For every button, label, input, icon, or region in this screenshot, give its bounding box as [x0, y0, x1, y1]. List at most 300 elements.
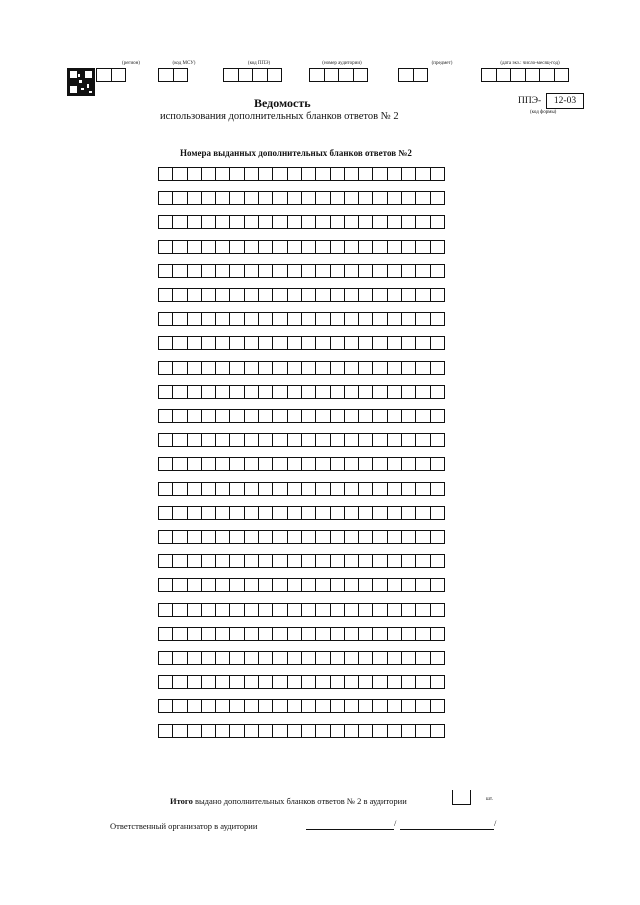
- blank-number-cell[interactable]: [301, 651, 316, 665]
- blank-number-cell[interactable]: [258, 578, 273, 592]
- blank-number-cell[interactable]: [330, 506, 345, 520]
- blank-number-cell[interactable]: [344, 651, 359, 665]
- blank-number-cell[interactable]: [272, 603, 287, 617]
- blank-number-cell[interactable]: [387, 578, 402, 592]
- blank-number-cell[interactable]: [172, 167, 187, 181]
- blank-number-cell[interactable]: [187, 530, 202, 544]
- blank-number-cell[interactable]: [258, 627, 273, 641]
- blank-number-cell[interactable]: [372, 215, 387, 229]
- blank-number-cell[interactable]: [387, 651, 402, 665]
- blank-number-cell[interactable]: [430, 554, 445, 568]
- blank-number-cell[interactable]: [229, 361, 244, 375]
- blank-number-cell[interactable]: [215, 167, 230, 181]
- blank-number-cell[interactable]: [244, 191, 259, 205]
- blank-number-cell[interactable]: [387, 385, 402, 399]
- blank-number-cell[interactable]: [201, 240, 216, 254]
- blank-number-cell[interactable]: [215, 699, 230, 713]
- blank-number-cell[interactable]: [372, 264, 387, 278]
- blank-number-cell[interactable]: [430, 240, 445, 254]
- blank-number-cell[interactable]: [158, 264, 173, 278]
- blank-number-cell[interactable]: [258, 506, 273, 520]
- blank-number-cell[interactable]: [244, 506, 259, 520]
- blank-number-cell[interactable]: [244, 530, 259, 544]
- blank-number-cell[interactable]: [430, 699, 445, 713]
- blank-number-cell[interactable]: [372, 409, 387, 423]
- blank-number-cell[interactable]: [430, 457, 445, 471]
- blank-number-cell[interactable]: [229, 675, 244, 689]
- blank-number-cell[interactable]: [258, 240, 273, 254]
- blank-number-cell[interactable]: [372, 675, 387, 689]
- blank-number-cell[interactable]: [158, 288, 173, 302]
- blank-number-cell[interactable]: [430, 385, 445, 399]
- blank-number-cell[interactable]: [315, 215, 330, 229]
- blank-number-cell[interactable]: [201, 409, 216, 423]
- blank-number-cell[interactable]: [315, 651, 330, 665]
- blank-number-cell[interactable]: [187, 264, 202, 278]
- blank-number-cell[interactable]: [229, 409, 244, 423]
- blank-number-cell[interactable]: [344, 433, 359, 447]
- blank-number-cell[interactable]: [430, 288, 445, 302]
- blank-number-cell[interactable]: [272, 361, 287, 375]
- blank-number-cell[interactable]: [229, 603, 244, 617]
- blank-number-cell[interactable]: [158, 578, 173, 592]
- blank-number-cell[interactable]: [401, 482, 416, 496]
- blank-number-cell[interactable]: [287, 506, 302, 520]
- blank-number-cell[interactable]: [244, 482, 259, 496]
- blank-number-cell[interactable]: [372, 699, 387, 713]
- blank-number-cell[interactable]: [244, 312, 259, 326]
- header-field-box[interactable]: [353, 68, 369, 82]
- blank-number-cell[interactable]: [415, 409, 430, 423]
- blank-number-cell[interactable]: [372, 191, 387, 205]
- blank-number-cell[interactable]: [244, 651, 259, 665]
- blank-number-cell[interactable]: [158, 361, 173, 375]
- blank-number-cell[interactable]: [244, 264, 259, 278]
- blank-number-cell[interactable]: [401, 264, 416, 278]
- blank-number-cell[interactable]: [215, 554, 230, 568]
- blank-number-cell[interactable]: [229, 240, 244, 254]
- blank-number-cell[interactable]: [415, 675, 430, 689]
- blank-number-cell[interactable]: [272, 724, 287, 738]
- blank-number-cell[interactable]: [372, 530, 387, 544]
- blank-number-cell[interactable]: [401, 336, 416, 350]
- blank-number-cell[interactable]: [158, 457, 173, 471]
- blank-number-cell[interactable]: [344, 385, 359, 399]
- blank-number-cell[interactable]: [415, 288, 430, 302]
- blank-number-cell[interactable]: [187, 651, 202, 665]
- blank-number-cell[interactable]: [158, 530, 173, 544]
- blank-number-cell[interactable]: [244, 627, 259, 641]
- blank-number-cell[interactable]: [330, 457, 345, 471]
- header-field-box[interactable]: [223, 68, 239, 82]
- blank-number-cell[interactable]: [430, 627, 445, 641]
- blank-number-cell[interactable]: [172, 385, 187, 399]
- blank-number-cell[interactable]: [201, 312, 216, 326]
- blank-number-cell[interactable]: [358, 264, 373, 278]
- header-field-box[interactable]: [398, 68, 414, 82]
- blank-number-cell[interactable]: [330, 167, 345, 181]
- blank-number-cell[interactable]: [158, 506, 173, 520]
- organizer-name-line[interactable]: [400, 829, 494, 830]
- blank-number-cell[interactable]: [201, 336, 216, 350]
- blank-number-cell[interactable]: [344, 361, 359, 375]
- blank-number-cell[interactable]: [430, 361, 445, 375]
- blank-number-cell[interactable]: [172, 361, 187, 375]
- blank-number-cell[interactable]: [201, 724, 216, 738]
- blank-number-cell[interactable]: [187, 482, 202, 496]
- blank-number-cell[interactable]: [215, 336, 230, 350]
- blank-number-cell[interactable]: [187, 336, 202, 350]
- blank-number-cell[interactable]: [201, 385, 216, 399]
- blank-number-cell[interactable]: [387, 724, 402, 738]
- blank-number-cell[interactable]: [415, 457, 430, 471]
- blank-number-cell[interactable]: [201, 554, 216, 568]
- header-field-box[interactable]: [309, 68, 325, 82]
- blank-number-cell[interactable]: [330, 215, 345, 229]
- blank-number-cell[interactable]: [229, 312, 244, 326]
- blank-number-cell[interactable]: [201, 264, 216, 278]
- blank-number-cell[interactable]: [172, 603, 187, 617]
- blank-number-cell[interactable]: [430, 724, 445, 738]
- blank-number-cell[interactable]: [358, 361, 373, 375]
- blank-number-cell[interactable]: [344, 215, 359, 229]
- blank-number-cell[interactable]: [372, 627, 387, 641]
- blank-number-cell[interactable]: [344, 240, 359, 254]
- blank-number-cell[interactable]: [172, 651, 187, 665]
- header-field-box[interactable]: [510, 68, 526, 82]
- blank-number-cell[interactable]: [415, 240, 430, 254]
- blank-number-cell[interactable]: [315, 240, 330, 254]
- header-field-box[interactable]: [338, 68, 354, 82]
- blank-number-cell[interactable]: [415, 433, 430, 447]
- blank-number-cell[interactable]: [387, 191, 402, 205]
- blank-number-cell[interactable]: [229, 433, 244, 447]
- blank-number-cell[interactable]: [301, 457, 316, 471]
- blank-number-cell[interactable]: [401, 215, 416, 229]
- header-field-box[interactable]: [252, 68, 268, 82]
- blank-number-cell[interactable]: [158, 603, 173, 617]
- blank-number-cell[interactable]: [172, 312, 187, 326]
- blank-number-cell[interactable]: [172, 215, 187, 229]
- blank-number-cell[interactable]: [372, 457, 387, 471]
- blank-number-cell[interactable]: [258, 651, 273, 665]
- blank-number-cell[interactable]: [244, 336, 259, 350]
- blank-number-cell[interactable]: [415, 699, 430, 713]
- blank-number-cell[interactable]: [315, 167, 330, 181]
- blank-number-cell[interactable]: [358, 312, 373, 326]
- blank-number-cell[interactable]: [415, 215, 430, 229]
- blank-number-cell[interactable]: [215, 191, 230, 205]
- blank-number-cell[interactable]: [187, 699, 202, 713]
- blank-number-cell[interactable]: [330, 578, 345, 592]
- header-field-box[interactable]: [324, 68, 340, 82]
- blank-number-cell[interactable]: [272, 675, 287, 689]
- blank-number-cell[interactable]: [287, 385, 302, 399]
- blank-number-cell[interactable]: [344, 675, 359, 689]
- blank-number-cell[interactable]: [330, 288, 345, 302]
- blank-number-cell[interactable]: [301, 409, 316, 423]
- blank-number-cell[interactable]: [258, 457, 273, 471]
- blank-number-cell[interactable]: [258, 554, 273, 568]
- blank-number-cell[interactable]: [430, 409, 445, 423]
- header-field-box[interactable]: [173, 68, 189, 82]
- blank-number-cell[interactable]: [315, 457, 330, 471]
- blank-number-cell[interactable]: [330, 554, 345, 568]
- blank-number-cell[interactable]: [158, 385, 173, 399]
- blank-number-cell[interactable]: [229, 336, 244, 350]
- blank-number-cell[interactable]: [401, 506, 416, 520]
- blank-number-cell[interactable]: [287, 578, 302, 592]
- blank-number-cell[interactable]: [158, 554, 173, 568]
- blank-number-cell[interactable]: [287, 191, 302, 205]
- blank-number-cell[interactable]: [415, 312, 430, 326]
- blank-number-cell[interactable]: [344, 457, 359, 471]
- blank-number-cell[interactable]: [315, 724, 330, 738]
- blank-number-cell[interactable]: [229, 167, 244, 181]
- blank-number-cell[interactable]: [358, 457, 373, 471]
- blank-number-cell[interactable]: [172, 288, 187, 302]
- blank-number-cell[interactable]: [172, 578, 187, 592]
- blank-number-cell[interactable]: [215, 385, 230, 399]
- blank-number-cell[interactable]: [387, 554, 402, 568]
- blank-number-cell[interactable]: [229, 385, 244, 399]
- blank-number-cell[interactable]: [415, 361, 430, 375]
- blank-number-cell[interactable]: [301, 530, 316, 544]
- blank-number-cell[interactable]: [358, 724, 373, 738]
- blank-number-cell[interactable]: [272, 240, 287, 254]
- header-field-box[interactable]: [158, 68, 174, 82]
- blank-number-cell[interactable]: [330, 651, 345, 665]
- blank-number-cell[interactable]: [430, 530, 445, 544]
- blank-number-cell[interactable]: [172, 530, 187, 544]
- blank-number-cell[interactable]: [244, 603, 259, 617]
- blank-number-cell[interactable]: [229, 215, 244, 229]
- blank-number-cell[interactable]: [272, 627, 287, 641]
- header-field-box[interactable]: [496, 68, 512, 82]
- blank-number-cell[interactable]: [358, 336, 373, 350]
- blank-number-cell[interactable]: [158, 724, 173, 738]
- blank-number-cell[interactable]: [415, 264, 430, 278]
- blank-number-cell[interactable]: [415, 578, 430, 592]
- blank-number-cell[interactable]: [158, 215, 173, 229]
- blank-number-cell[interactable]: [387, 603, 402, 617]
- blank-number-cell[interactable]: [330, 264, 345, 278]
- blank-number-cell[interactable]: [172, 724, 187, 738]
- blank-number-cell[interactable]: [344, 724, 359, 738]
- blank-number-cell[interactable]: [401, 699, 416, 713]
- blank-number-cell[interactable]: [272, 288, 287, 302]
- blank-number-cell[interactable]: [315, 482, 330, 496]
- blank-number-cell[interactable]: [187, 167, 202, 181]
- blank-number-cell[interactable]: [401, 457, 416, 471]
- blank-number-cell[interactable]: [315, 433, 330, 447]
- blank-number-cell[interactable]: [301, 578, 316, 592]
- blank-number-cell[interactable]: [187, 409, 202, 423]
- blank-number-cell[interactable]: [287, 336, 302, 350]
- blank-number-cell[interactable]: [401, 385, 416, 399]
- header-field-box[interactable]: [525, 68, 541, 82]
- blank-number-cell[interactable]: [415, 651, 430, 665]
- blank-number-cell[interactable]: [401, 409, 416, 423]
- blank-number-cell[interactable]: [358, 240, 373, 254]
- blank-number-cell[interactable]: [287, 724, 302, 738]
- blank-number-cell[interactable]: [301, 167, 316, 181]
- blank-number-cell[interactable]: [315, 409, 330, 423]
- blank-number-cell[interactable]: [372, 554, 387, 568]
- blank-number-cell[interactable]: [187, 457, 202, 471]
- blank-number-cell[interactable]: [187, 627, 202, 641]
- blank-number-cell[interactable]: [287, 215, 302, 229]
- blank-number-cell[interactable]: [330, 385, 345, 399]
- total-count-box[interactable]: [452, 790, 471, 805]
- blank-number-cell[interactable]: [215, 288, 230, 302]
- blank-number-cell[interactable]: [330, 699, 345, 713]
- blank-number-cell[interactable]: [372, 578, 387, 592]
- blank-number-cell[interactable]: [287, 699, 302, 713]
- blank-number-cell[interactable]: [215, 482, 230, 496]
- blank-number-cell[interactable]: [387, 506, 402, 520]
- blank-number-cell[interactable]: [315, 603, 330, 617]
- blank-number-cell[interactable]: [372, 336, 387, 350]
- blank-number-cell[interactable]: [358, 675, 373, 689]
- blank-number-cell[interactable]: [344, 554, 359, 568]
- blank-number-cell[interactable]: [272, 385, 287, 399]
- blank-number-cell[interactable]: [258, 385, 273, 399]
- blank-number-cell[interactable]: [430, 336, 445, 350]
- blank-number-cell[interactable]: [315, 336, 330, 350]
- blank-number-cell[interactable]: [201, 506, 216, 520]
- blank-number-cell[interactable]: [330, 191, 345, 205]
- blank-number-cell[interactable]: [201, 482, 216, 496]
- blank-number-cell[interactable]: [172, 699, 187, 713]
- blank-number-cell[interactable]: [372, 361, 387, 375]
- header-field-box[interactable]: [111, 68, 127, 82]
- blank-number-cell[interactable]: [287, 288, 302, 302]
- blank-number-cell[interactable]: [215, 240, 230, 254]
- blank-number-cell[interactable]: [401, 651, 416, 665]
- blank-number-cell[interactable]: [358, 699, 373, 713]
- blank-number-cell[interactable]: [301, 603, 316, 617]
- blank-number-cell[interactable]: [244, 699, 259, 713]
- blank-number-cell[interactable]: [315, 385, 330, 399]
- blank-number-cell[interactable]: [401, 675, 416, 689]
- blank-number-cell[interactable]: [272, 482, 287, 496]
- blank-number-cell[interactable]: [244, 409, 259, 423]
- blank-number-cell[interactable]: [330, 336, 345, 350]
- blank-number-cell[interactable]: [358, 409, 373, 423]
- blank-number-cell[interactable]: [287, 627, 302, 641]
- blank-number-cell[interactable]: [315, 312, 330, 326]
- blank-number-cell[interactable]: [244, 457, 259, 471]
- blank-number-cell[interactable]: [187, 312, 202, 326]
- blank-number-cell[interactable]: [430, 506, 445, 520]
- blank-number-cell[interactable]: [301, 554, 316, 568]
- blank-number-cell[interactable]: [387, 699, 402, 713]
- blank-number-cell[interactable]: [430, 482, 445, 496]
- blank-number-cell[interactable]: [229, 627, 244, 641]
- blank-number-cell[interactable]: [287, 675, 302, 689]
- blank-number-cell[interactable]: [272, 699, 287, 713]
- blank-number-cell[interactable]: [301, 288, 316, 302]
- blank-number-cell[interactable]: [187, 191, 202, 205]
- blank-number-cell[interactable]: [172, 240, 187, 254]
- blank-number-cell[interactable]: [272, 457, 287, 471]
- blank-number-cell[interactable]: [187, 724, 202, 738]
- blank-number-cell[interactable]: [287, 264, 302, 278]
- blank-number-cell[interactable]: [158, 312, 173, 326]
- blank-number-cell[interactable]: [287, 167, 302, 181]
- blank-number-cell[interactable]: [344, 336, 359, 350]
- blank-number-cell[interactable]: [244, 288, 259, 302]
- blank-number-cell[interactable]: [158, 627, 173, 641]
- blank-number-cell[interactable]: [201, 603, 216, 617]
- blank-number-cell[interactable]: [287, 433, 302, 447]
- blank-number-cell[interactable]: [415, 385, 430, 399]
- blank-number-cell[interactable]: [287, 457, 302, 471]
- blank-number-cell[interactable]: [215, 724, 230, 738]
- blank-number-cell[interactable]: [201, 627, 216, 641]
- blank-number-cell[interactable]: [158, 167, 173, 181]
- blank-number-cell[interactable]: [301, 191, 316, 205]
- blank-number-cell[interactable]: [430, 651, 445, 665]
- blank-number-cell[interactable]: [401, 312, 416, 326]
- blank-number-cell[interactable]: [201, 651, 216, 665]
- blank-number-cell[interactable]: [258, 288, 273, 302]
- blank-number-cell[interactable]: [229, 288, 244, 302]
- blank-number-cell[interactable]: [229, 191, 244, 205]
- blank-number-cell[interactable]: [287, 409, 302, 423]
- blank-number-cell[interactable]: [344, 264, 359, 278]
- blank-number-cell[interactable]: [401, 167, 416, 181]
- blank-number-cell[interactable]: [415, 554, 430, 568]
- blank-number-cell[interactable]: [172, 409, 187, 423]
- blank-number-cell[interactable]: [372, 433, 387, 447]
- blank-number-cell[interactable]: [287, 554, 302, 568]
- blank-number-cell[interactable]: [330, 240, 345, 254]
- blank-number-cell[interactable]: [372, 651, 387, 665]
- blank-number-cell[interactable]: [287, 361, 302, 375]
- blank-number-cell[interactable]: [415, 191, 430, 205]
- blank-number-cell[interactable]: [372, 167, 387, 181]
- blank-number-cell[interactable]: [344, 191, 359, 205]
- blank-number-cell[interactable]: [415, 167, 430, 181]
- blank-number-cell[interactable]: [430, 191, 445, 205]
- blank-number-cell[interactable]: [201, 215, 216, 229]
- blank-number-cell[interactable]: [401, 530, 416, 544]
- blank-number-cell[interactable]: [287, 240, 302, 254]
- blank-number-cell[interactable]: [315, 699, 330, 713]
- blank-number-cell[interactable]: [215, 457, 230, 471]
- blank-number-cell[interactable]: [229, 699, 244, 713]
- blank-number-cell[interactable]: [330, 409, 345, 423]
- blank-number-cell[interactable]: [301, 312, 316, 326]
- organizer-signature-line[interactable]: [306, 829, 394, 830]
- blank-number-cell[interactable]: [387, 409, 402, 423]
- blank-number-cell[interactable]: [330, 675, 345, 689]
- blank-number-cell[interactable]: [287, 482, 302, 496]
- blank-number-cell[interactable]: [215, 264, 230, 278]
- blank-number-cell[interactable]: [201, 699, 216, 713]
- blank-number-cell[interactable]: [201, 675, 216, 689]
- blank-number-cell[interactable]: [272, 554, 287, 568]
- blank-number-cell[interactable]: [187, 578, 202, 592]
- blank-number-cell[interactable]: [172, 554, 187, 568]
- blank-number-cell[interactable]: [229, 554, 244, 568]
- blank-number-cell[interactable]: [301, 264, 316, 278]
- blank-number-cell[interactable]: [401, 433, 416, 447]
- blank-number-cell[interactable]: [358, 288, 373, 302]
- blank-number-cell[interactable]: [387, 675, 402, 689]
